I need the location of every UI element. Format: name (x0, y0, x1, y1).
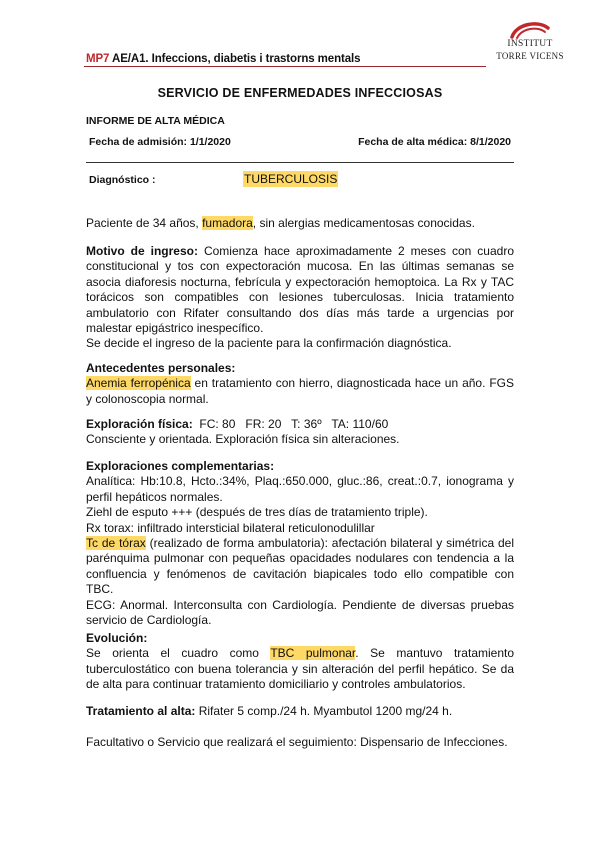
document-title: SERVICIO DE ENFERMEDADES INFECCIOSAS (157, 86, 443, 100)
seguimiento-section (86, 735, 514, 750)
intro-highlight: fumadora (202, 216, 253, 230)
tc-line: confluencia y fenómenos de cavitación biapicales todo ello compatible con (86, 566, 514, 581)
motivo-line: constitucional y tos con expectoración mucosa. En las últimas semanas se (86, 259, 514, 274)
intro-text: Paciente de 34 años, (86, 216, 203, 230)
section-divider (86, 162, 514, 163)
evolucion-line: de alta para continuar tratamiento domiciliario y controles ambulatorios. (86, 677, 466, 692)
motivo-section (86, 244, 514, 352)
motivo-line: ambulatorio con Rifater consultando dos días más tarde a urgencias por (86, 305, 514, 320)
motivo-line: asocia diaforesis nocturna, febrícula y expectoración hemoptoica. La Rx y TAC (86, 274, 514, 289)
evolucion-highlight: TBC pulmonar (270, 646, 356, 661)
antecedentes-highlight: Anemia ferropénica (86, 376, 191, 391)
course-header (86, 53, 360, 65)
exploracion-label: Exploración física: (86, 417, 193, 431)
course-code: MP7 (86, 53, 110, 65)
intro-text-end: , sin alergias medicamentosas conocidas. (252, 216, 475, 230)
tratamiento-section (86, 704, 514, 719)
analitica-line: Analítica: Hb:10.8, Hcto.:34%, Plaq.:650.000, gluc.:86, creat.:0.7, ionograma y (86, 474, 514, 489)
institute-logo (496, 18, 564, 64)
motivo-line: torácicos son compatibles con lesiones tuberculosas. Inicia tratamiento (86, 290, 514, 305)
evolucion-line: Se orienta el cuadro como (86, 646, 271, 661)
dates-row (89, 136, 511, 148)
header-divider (84, 66, 486, 67)
diagnosis-label: Diagnóstico : (89, 174, 156, 186)
course-title: AE/A1. Infeccions, diabetis i trastorns mentals (112, 53, 361, 65)
rx-line: Rx torax: infiltrado intersticial bilateral reticulonodulillar (86, 520, 375, 535)
antecedentes-section (86, 361, 514, 407)
exploracion-line: Consciente y orientada. Exploración física sin alteraciones. (86, 432, 400, 447)
patient-intro (86, 216, 514, 231)
evolucion-section (86, 631, 514, 693)
tratamiento-text: Rifater 5 comp./24 h. Myambutol 1200 mg/24 h. (195, 704, 453, 718)
diagnosis-value: TUBERCULOSIS (244, 172, 338, 186)
logo-text-line2: TORRE VICENS (496, 51, 564, 61)
seguimiento-text: Facultativo o Servicio que realizará el seguimiento: Dispensario de Infecciones. (86, 735, 508, 749)
admission-date: Fecha de admisión: 1/1/2020 (89, 136, 231, 148)
ecg-line: ECG: Anormal. Interconsulta con Cardiología. Pendiente de diversas pruebas (86, 597, 514, 612)
evolucion-label: Evolución: (86, 631, 148, 645)
evolucion-line: . Se mantuvo tratamiento (355, 646, 515, 661)
logo-arc-icon (508, 18, 552, 40)
tratamiento-label: Tratamiento al alta: (86, 704, 196, 718)
motivo-line: Comienza hace aproximadamente 2 meses con cuadro (197, 244, 514, 258)
antecedentes-line: en tratamiento con hierro, diagnosticada hace un año. FGS (190, 376, 514, 391)
vital-signs: FC: 80 FR: 20 T: 36º TA: 110/60 (192, 417, 389, 431)
tc-highlight: Tc de tórax (86, 536, 146, 551)
complementarias-label: Exploraciones complementarias: (86, 459, 275, 473)
motivo-label: Motivo de ingreso: (86, 244, 198, 258)
analitica-line: perfil hepáticos normales. (86, 489, 223, 504)
logo-text-line1: INSTITUT (507, 39, 553, 49)
report-subtitle: INFORME DE ALTA MÉDICA (86, 115, 225, 127)
complementarias-section (86, 459, 514, 628)
discharge-date: Fecha de alta médica: 8/1/2020 (358, 136, 511, 148)
tc-line: parénquima pulmonar con pequeñas opacidades nodulares con tendencia a la (86, 551, 514, 566)
ecg-line: servicio de Cardiología. (86, 613, 212, 628)
evolucion-line: tuberculostático con buena tolerancia y sin alteración del perfil hepático. Se da (86, 661, 514, 676)
motivo-line: malestar epigástrico inespecífico. (86, 321, 264, 336)
ziehl-line: Ziehl de esputo +++ (después de tres días de tratamiento triple). (86, 505, 428, 520)
antecedentes-label: Antecedentes personales: (86, 361, 236, 375)
antecedentes-line: y colonoscopia normal. (86, 391, 209, 406)
tc-line: TBC. (86, 582, 114, 597)
motivo-line: Se decide el ingreso de la paciente para la confirmación diagnóstica. (86, 336, 452, 351)
tc-line: (realizado de forma ambulatoria): afectación bilateral y simétrica del (145, 536, 514, 551)
exploracion-section (86, 417, 514, 448)
